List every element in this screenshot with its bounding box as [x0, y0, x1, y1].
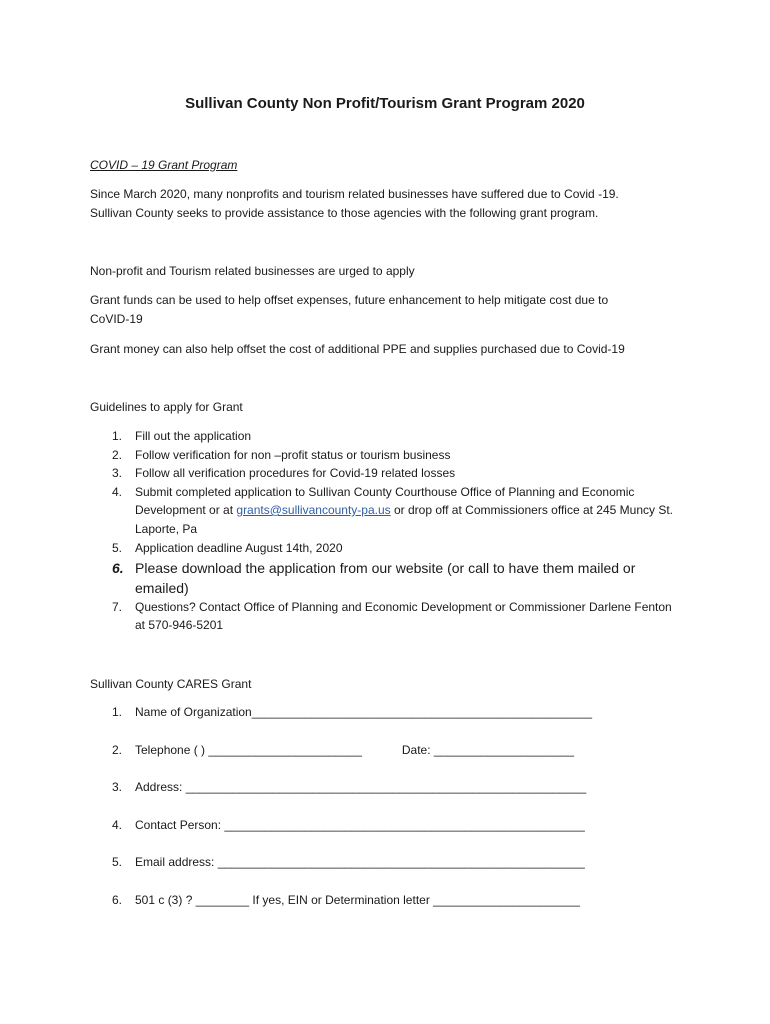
list-text: Application deadline August 14th, 2020	[135, 541, 343, 555]
field-label: Telephone ( ) _______________________	[135, 742, 362, 757]
list-item	[90, 446, 680, 465]
list-item	[90, 598, 680, 635]
page-title: Sullivan County Non Profit/Tourism Grant Program 2020	[185, 95, 585, 112]
cares-form	[90, 703, 690, 929]
list-number: 6.	[112, 559, 124, 576]
list-text: Submit completed application to Sullivan County Courthouse Office of Planning and Economic Development or at	[135, 484, 635, 517]
program-subtitle: COVID – 19 Grant Program	[90, 158, 238, 172]
list-number: 1.	[112, 429, 123, 443]
field-label: Contact Person: ______________________________________________________	[135, 817, 585, 832]
form-field-telephone[interactable]	[90, 741, 690, 779]
list-item	[90, 483, 680, 539]
list-number: 3.	[112, 466, 123, 480]
list-item	[90, 427, 680, 446]
list-text: Follow verification for non –profit status or tourism business	[135, 447, 451, 462]
list-item	[90, 558, 680, 598]
form-field-address[interactable]	[90, 778, 690, 816]
list-text: Follow all verification procedures for Covid-19 related losses	[135, 466, 456, 480]
date-field-label: Date: _____________________	[401, 742, 575, 757]
list-number: 1.	[112, 705, 123, 719]
list-number: 4.	[112, 817, 123, 832]
list-item	[90, 539, 680, 558]
list-text: or drop off at Commissioners office at 245 Muncy St. Laporte, Pa	[135, 503, 674, 536]
intro-line-2: Sullivan County seeks to provide assistance to those agencies with the following grant program.	[90, 206, 599, 220]
urged-text: Non-profit and Tourism related businesses are urged to apply	[90, 264, 415, 278]
list-number: 4.	[112, 484, 123, 499]
form-field-contact-person[interactable]	[90, 816, 690, 854]
intro-line-1: Since March 2020, many nonprofits and tourism related businesses have suffered due to Covid -19.	[90, 187, 619, 201]
list-number: 2.	[112, 447, 123, 462]
grants-email-link[interactable]: grants@sullivancounty-pa.us	[236, 503, 391, 517]
field-label: Email address: _______________________________________________________	[135, 855, 585, 870]
cares-heading: Sullivan County CARES Grant	[90, 677, 252, 691]
funds-line-1: Grant funds can be used to help offset expenses, future enhancement to help mitigate cost due to	[90, 293, 609, 307]
form-field-organization[interactable]	[90, 703, 690, 741]
list-number: 5.	[112, 541, 123, 555]
guidelines-heading: Guidelines to apply for Grant	[90, 400, 243, 414]
field-label: Name of Organization___________________________________________________	[135, 705, 593, 719]
guidelines-list	[90, 427, 680, 635]
money-text: Grant money can also help offset the cost of additional PPE and supplies purchased due to Covid-19	[90, 342, 625, 356]
funds-line-2: CoVID-19	[90, 312, 143, 326]
field-label: 501 c (3) ? ________ If yes, EIN or Determination letter ______________________	[135, 892, 580, 907]
field-label: Address: ____________________________________________________________	[135, 780, 587, 795]
list-number: 7.	[112, 599, 123, 614]
list-text: Fill out the application	[135, 429, 252, 443]
list-text: Please download the application from our website (or call to have them mailed or emailed)	[135, 559, 636, 596]
list-number: 6.	[112, 892, 123, 907]
form-field-email[interactable]	[90, 853, 690, 891]
list-number: 2.	[112, 742, 123, 757]
list-text: Questions? Contact Office of Planning and Economic Development or Commissioner Darlene Fenton at 570-946-5201	[135, 599, 672, 632]
form-field-501c3[interactable]	[90, 891, 690, 929]
list-item	[90, 464, 680, 483]
list-number: 3.	[112, 780, 123, 795]
list-number: 5.	[112, 855, 123, 870]
